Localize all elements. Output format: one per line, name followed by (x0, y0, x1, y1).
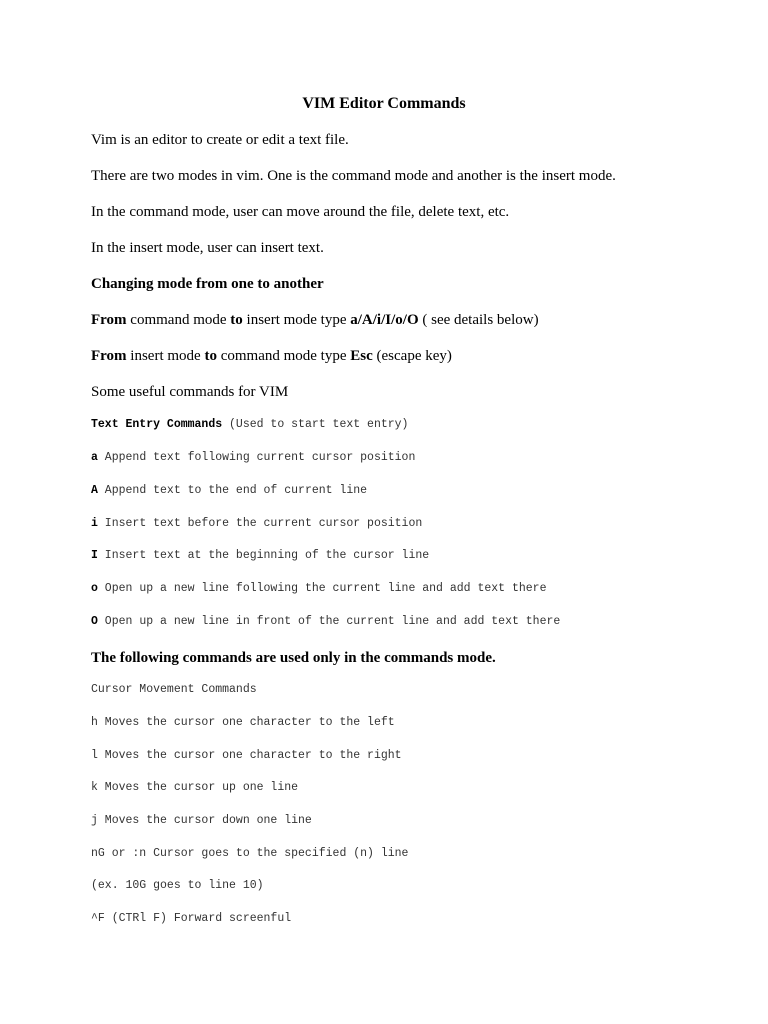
intro-line-2: There are two modes in vim. One is the command mode and another is the insert mode. (91, 168, 616, 184)
mode-line-2 (91, 347, 452, 365)
mode-line-2-part1: insert mode (126, 348, 205, 364)
mode-line-1-part3: ( see details below) (418, 312, 539, 328)
mode-line-1-to: to (230, 312, 243, 328)
mode-line-2-to: to (204, 348, 217, 364)
mode-line-2-from: From (91, 348, 127, 364)
text-entry-heading: Text Entry Commands (91, 418, 223, 431)
changing-mode-heading: Changing mode from one to another (91, 276, 324, 292)
cursor-line-nG: nG or :n Cursor goes to the specified (n) line (91, 847, 409, 860)
command-key: I (91, 549, 98, 562)
text-entry-heading-line (91, 418, 408, 432)
mode-line-1 (91, 311, 539, 329)
command-desc: Open up a new line in front of the current line and add text there (97, 615, 561, 628)
command-key: a (91, 451, 98, 464)
cursor-forward-line: ^F (CTRl F) Forward screenful (91, 912, 292, 925)
text-entry-command-O (91, 615, 560, 629)
cursor-line-k: k Moves the cursor up one line (91, 781, 299, 794)
text-entry-subheading: (Used to start text entry) (222, 418, 409, 431)
command-desc: Insert text before the current cursor position (97, 517, 423, 530)
mode-line-2-part3: (escape key) (372, 348, 452, 364)
mode-line-1-part2: insert mode type (242, 312, 351, 328)
cursor-line-h: h Moves the cursor one character to the left (91, 716, 395, 729)
command-key: O (91, 615, 98, 628)
mode-line-1-keys: a/A/i/I/o/O (350, 312, 419, 328)
command-key: A (91, 484, 98, 497)
cursor-movement-heading: Cursor Movement Commands (91, 683, 257, 696)
text-entry-command-a (91, 451, 415, 465)
cursor-example-line: (ex. 10G goes to line 10) (91, 879, 264, 892)
command-desc: Open up a new line following the current line and add text there (97, 582, 547, 595)
commands-mode-heading: The following commands are used only in the commands mode. (91, 650, 496, 666)
intro-line-1: Vim is an editor to create or edit a text file. (91, 132, 349, 148)
text-entry-command-A (91, 484, 367, 498)
text-entry-command-I (91, 549, 429, 563)
text-entry-command-o (91, 582, 546, 596)
mode-line-1-part1: command mode (126, 312, 231, 328)
command-desc: Insert text at the beginning of the cursor line (97, 549, 430, 562)
document-title: VIM Editor Commands (302, 95, 466, 112)
cursor-line-l: l Moves the cursor one character to the right (91, 749, 402, 762)
intro-line-4: In the insert mode, user can insert text. (91, 240, 324, 256)
text-entry-command-i (91, 517, 422, 531)
mode-line-2-keys: Esc (350, 348, 373, 364)
command-desc: Append text following current cursor position (97, 451, 416, 464)
mode-line-1-from: From (91, 312, 127, 328)
command-key: o (91, 582, 98, 595)
cursor-line-j: j Moves the cursor down one line (91, 814, 312, 827)
command-desc: Append text to the end of current line (97, 484, 368, 497)
mode-line-2-part2: command mode type (216, 348, 351, 364)
useful-commands-line: Some useful commands for VIM (91, 384, 289, 400)
intro-line-3: In the command mode, user can move around the file, delete text, etc. (91, 204, 510, 220)
command-key: i (91, 517, 98, 530)
